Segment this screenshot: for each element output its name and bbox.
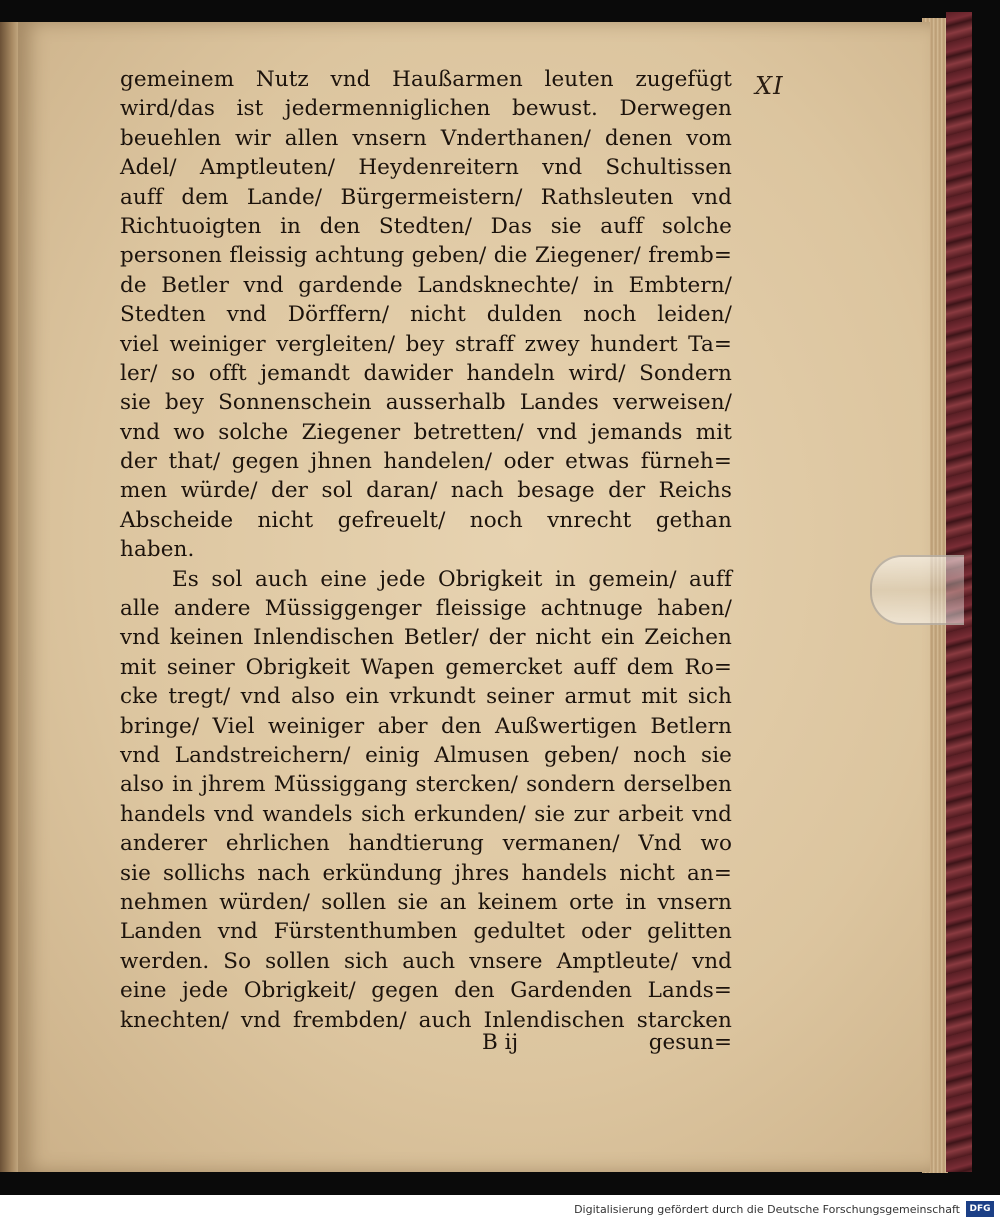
text-line: auff dem Lande/ Bürgermeistern/ Rathsleuten vnd xyxy=(120,184,732,210)
text-line: also in jhrem Müssiggang stercken/ sondern derselben xyxy=(120,772,732,798)
text-line: eine jede Obrigkeit/ gegen den Gardenden Lands= xyxy=(120,978,732,1004)
text-line: beuehlen wir allen vnsern Vnderthanen/ denen vom xyxy=(120,125,732,151)
dfg-logo-icon: DFG xyxy=(966,1201,994,1217)
text-line: sie sollichs nach erkündung jhres handels nicht an= xyxy=(120,860,732,886)
text-line: ler/ so offt jemandt dawider handeln wird/ Sondern xyxy=(120,360,732,386)
text-line: vnd wo solche Ziegener betretten/ vnd jemands mit xyxy=(120,419,732,445)
text-line: personen fleissig achtung geben/ die Ziegener/ fremb= xyxy=(120,243,732,269)
text-line: vnd keinen Inlendischen Betler/ der nicht ein Zeichen xyxy=(120,625,732,651)
text-line: haben. xyxy=(120,537,195,563)
text-line: mit seiner Obrigkeit Wapen gemercket auff dem Ro= xyxy=(120,654,732,680)
page-text xyxy=(120,65,732,1035)
text-line: Landen vnd Fürstenthumben gedultet oder gelitten xyxy=(120,919,732,945)
text-line: der that/ gegen jhnen handelen/ oder etwas fürneh= xyxy=(120,449,732,475)
book-cover-left xyxy=(0,22,20,1172)
text-line: vnd Landstreichern/ einig Almusen geben/ noch sie xyxy=(120,742,732,768)
signature-mark: B ij xyxy=(482,1030,519,1055)
text-line: nehmen würden/ sollen sie an keinem orte in vnsern xyxy=(120,889,732,915)
funding-credit: Digitalisierung gefördert durch die Deutsche Forschungsgemeinschaft xyxy=(574,1203,960,1216)
text-line: Abscheide nicht gefreuelt/ noch vnrecht gethan xyxy=(120,507,732,533)
text-line: handels vnd wandels sich erkunden/ sie zur arbeit vnd xyxy=(120,801,732,827)
text-line: cke tregt/ vnd also ein vrkundt seiner armut mit sich xyxy=(120,684,732,710)
catchword: gesun= xyxy=(648,1030,732,1055)
folio-number: XI xyxy=(755,72,784,100)
text-line: de Betler vnd gardende Landsknechte/ in Embtern/ xyxy=(120,272,732,298)
text-line: men würde/ der sol daran/ nach besage der Reichs xyxy=(120,478,732,504)
text-line: werden. So sollen sich auch vnsere Amptleute/ vnd xyxy=(120,948,732,974)
text-line: Richtuoigten in den Stedten/ Das sie auff solche xyxy=(120,213,732,239)
catch-line xyxy=(120,1028,732,1058)
text-line: wird/das ist jedermenniglichen bewust. Derwegen xyxy=(120,96,732,122)
paragraph-start: Es sol auch eine jede Obrigkeit in gemein/ auff xyxy=(172,566,732,592)
text-line: bringe/ Viel weiniger aber den Außwertigen Betlern xyxy=(120,713,732,739)
text-line: Adel/ Amptleuten/ Heydenreitern vnd Schultissen xyxy=(120,155,732,181)
text-line: viel weiniger vergleiten/ bey straff zwey hundert Ta= xyxy=(120,331,732,357)
text-line: sie bey Sonnenschein ausserhalb Landes verweisen/ xyxy=(120,390,732,416)
text-line: knechten/ vnd frembden/ auch Inlendischen starcken xyxy=(120,1007,732,1033)
text-line: Stedten vnd Dörffern/ nicht dulden noch leiden/ xyxy=(120,302,732,328)
text-line: alle andere Müssiggenger fleissige achtnuge haben/ xyxy=(120,596,732,622)
text-line: gemeinem Nutz vnd Haußarmen leuten zugefügt xyxy=(120,67,732,92)
text-line: anderer ehrlichen handtierung vermanen/ Vnd wo xyxy=(120,831,732,857)
page-clip xyxy=(870,555,964,625)
footer-bar xyxy=(0,1195,1000,1225)
